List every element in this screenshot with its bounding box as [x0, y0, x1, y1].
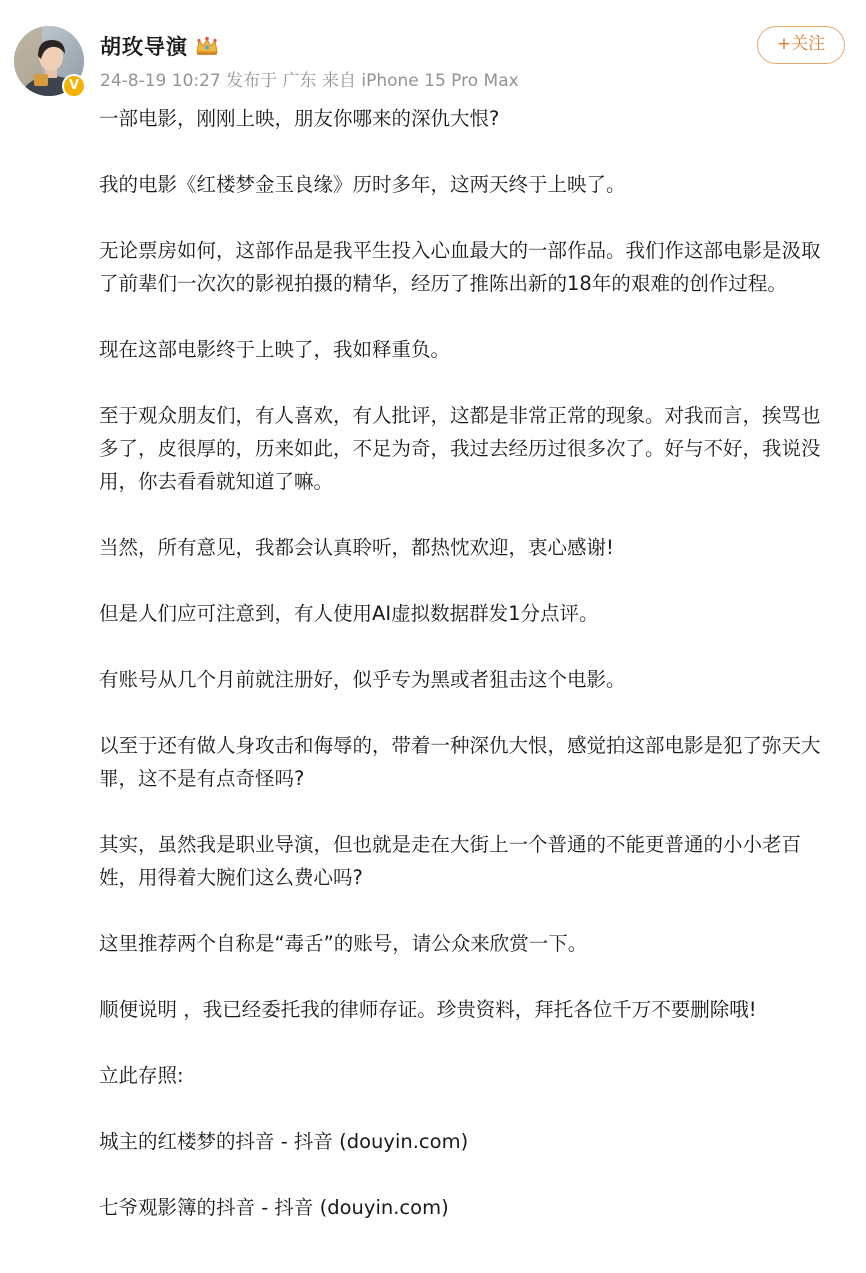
paragraph: 至于观众朋友们，有人喜欢，有人批评，这都是非常正常的现象。对我而言，挨骂也多了，皮很厚的，历来如此，不足为奇，我过去经历过很多次了。好与不好，我说没用，你去看看就知道了嘛。 [99, 404, 821, 493]
paragraph: 以至于还有做人身攻击和侮辱的，带着一种深仇大恨，感觉拍这部电影是犯了弥天大罪，这不是有点奇怪吗? [99, 734, 821, 790]
paragraph: 其实，虽然我是职业导演，但也就是走在大街上一个普通的不能更普通的小小老百姓，用得着大腕们这么费心吗? [99, 833, 802, 889]
crown-icon [194, 35, 220, 57]
post-content [99, 102, 829, 1257]
paragraph: 这里推荐两个自称是“毒舌”的账号，请公众来欣赏一下。 [99, 932, 588, 955]
paragraph: 现在这部电影终于上映了，我如释重负。 [99, 338, 451, 361]
paragraph: 有账号从几个月前就注册好，似乎专为黑或者狙击这个电影。 [99, 668, 626, 691]
author-name[interactable]: 胡玫导演 [100, 35, 188, 59]
paragraph: 我的电影《红楼梦金玉良缘》历时多年，这两天终于上映了。 [99, 173, 626, 196]
douyin-link[interactable]: 七爷观影簿的抖音 - 抖音 (douyin.com) [99, 1196, 449, 1219]
verified-badge-icon: V [62, 74, 86, 98]
paragraph: 顺便说明 ，我已经委托我的律师存证。珍贵资料，拜托各位千万不要删除哦! [99, 998, 757, 1021]
avatar[interactable] [14, 26, 84, 96]
author-row [100, 30, 220, 62]
paragraph: 无论票房如何，这部作品是我平生投入心血最大的一部作品。我们作这部电影是汲取了前辈们一次次的影视拍摄的精华，经历了推陈出新的18年的艰难的创作过程。 [99, 239, 821, 295]
paragraph: 但是人们应可注意到，有人使用AI虚拟数据群发1分点评。 [99, 602, 599, 625]
paragraph: 立此存照: [99, 1064, 184, 1087]
post-header [0, 0, 866, 100]
post-meta: 24-8-19 10:27 发布于 广东 来自 iPhone 15 Pro Max [100, 71, 519, 91]
paragraph: 当然，所有意见，我都会认真聆听，都热忱欢迎，衷心感谢! [99, 536, 614, 559]
douyin-link[interactable]: 城主的红楼梦的抖音 - 抖音 (douyin.com) [99, 1130, 469, 1153]
paragraph: 一部电影，刚刚上映，朋友你哪来的深仇大恨? [99, 107, 500, 130]
follow-button[interactable]: +关注 [757, 26, 845, 64]
